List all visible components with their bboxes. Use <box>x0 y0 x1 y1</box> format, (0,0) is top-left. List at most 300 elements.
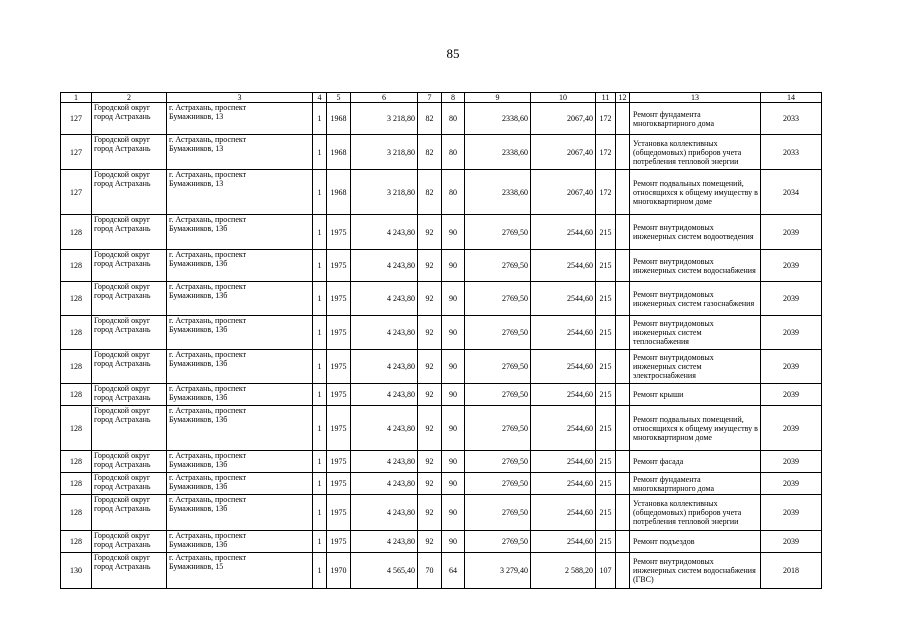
municipality-line: Городской округ <box>94 384 151 393</box>
year-built-cell: 1968 <box>327 170 351 215</box>
col10-cell: 2544,60 <box>531 215 596 250</box>
col12-cell <box>616 250 630 282</box>
address-cell <box>167 350 313 384</box>
col4-cell: 1 <box>313 170 327 215</box>
row-number: 130 <box>61 553 92 589</box>
col10-cell: 2544,60 <box>531 531 596 553</box>
work-type-cell: Ремонт фундамента многоквартирного дома <box>630 103 761 135</box>
col9-cell: 2769,50 <box>465 384 531 406</box>
address-cell <box>167 250 313 282</box>
col4-cell: 1 <box>313 531 327 553</box>
municipality-cell <box>92 531 167 553</box>
row-number: 127 <box>61 103 92 135</box>
col4-cell: 1 <box>313 215 327 250</box>
col10-cell: 2067,40 <box>531 103 596 135</box>
planned-year-cell: 2039 <box>761 215 822 250</box>
col4-cell: 1 <box>313 103 327 135</box>
total-area-cell: 4 243,80 <box>351 406 418 451</box>
municipality-line: город Астрахань <box>94 562 151 571</box>
municipality-cell <box>92 316 167 350</box>
col8-cell: 90 <box>442 495 465 531</box>
row-number: 128 <box>61 384 92 406</box>
municipality-line: город Астрахань <box>94 482 151 491</box>
col12-cell <box>616 170 630 215</box>
address-cell <box>167 531 313 553</box>
address-line: г. Астрахань, проспект <box>169 473 247 482</box>
work-type-cell: Ремонт внутридомовых инженерных систем водоснабжения (ГВС) <box>630 553 761 589</box>
address-line: Бумажников, 13б <box>169 460 228 469</box>
col8-cell: 80 <box>442 135 465 170</box>
residents-cell: 215 <box>596 384 616 406</box>
municipality-cell <box>92 495 167 531</box>
year-built-cell: 1975 <box>327 495 351 531</box>
work-type-cell: Ремонт внутридомовых инженерных систем водоотведения <box>630 215 761 250</box>
municipality-line: город Астрахань <box>94 415 151 424</box>
municipality-line: Городской округ <box>94 282 151 291</box>
col9-cell: 2769,50 <box>465 350 531 384</box>
address-line: г. Астрахань, проспект <box>169 282 247 291</box>
planned-year-cell: 2039 <box>761 531 822 553</box>
residents-cell: 215 <box>596 350 616 384</box>
year-built-cell: 1975 <box>327 531 351 553</box>
total-area-cell: 4 243,80 <box>351 350 418 384</box>
col9-cell: 2338,60 <box>465 103 531 135</box>
address-line: Бумажников, 13б <box>169 325 228 334</box>
col8-cell: 90 <box>442 250 465 282</box>
col7-cell: 70 <box>418 553 442 589</box>
col8-cell: 90 <box>442 406 465 451</box>
table-row <box>61 103 822 135</box>
col12-cell <box>616 215 630 250</box>
planned-year-cell: 2034 <box>761 170 822 215</box>
municipality-line: город Астрахань <box>94 144 151 153</box>
row-number: 128 <box>61 350 92 384</box>
municipality-line: город Астрахань <box>94 259 151 268</box>
col9-cell: 2769,50 <box>465 282 531 316</box>
address-line: Бумажников, 13б <box>169 291 228 300</box>
col9-cell: 2769,50 <box>465 495 531 531</box>
address-line: г. Астрахань, проспект <box>169 135 247 144</box>
municipality-line: город Астрахань <box>94 504 151 513</box>
address-line: г. Астрахань, проспект <box>169 495 247 504</box>
address-cell <box>167 495 313 531</box>
municipality-cell <box>92 170 167 215</box>
col7-cell: 92 <box>418 473 442 495</box>
residents-cell: 215 <box>596 215 616 250</box>
column-number: 2 <box>92 93 167 103</box>
work-type-cell: Ремонт внутридомовых инженерных систем водоснабжения <box>630 250 761 282</box>
row-number: 128 <box>61 473 92 495</box>
address-cell <box>167 451 313 473</box>
table-row <box>61 135 822 170</box>
col10-cell: 2544,60 <box>531 495 596 531</box>
col10-cell: 2544,60 <box>531 250 596 282</box>
year-built-cell: 1975 <box>327 451 351 473</box>
municipality-line: Городской округ <box>94 170 151 179</box>
col7-cell: 92 <box>418 215 442 250</box>
col8-cell: 80 <box>442 170 465 215</box>
table-row <box>61 473 822 495</box>
address-cell <box>167 553 313 589</box>
planned-year-cell: 2039 <box>761 451 822 473</box>
work-type-cell: Ремонт фундамента многоквартирного дома <box>630 473 761 495</box>
col10-cell: 2544,60 <box>531 406 596 451</box>
address-cell <box>167 135 313 170</box>
col7-cell: 82 <box>418 103 442 135</box>
col8-cell: 90 <box>442 451 465 473</box>
column-number: 7 <box>418 93 442 103</box>
municipality-cell <box>92 406 167 451</box>
total-area-cell: 3 218,80 <box>351 103 418 135</box>
col8-cell: 90 <box>442 350 465 384</box>
address-cell <box>167 170 313 215</box>
municipality-cell <box>92 250 167 282</box>
municipality-line: город Астрахань <box>94 179 151 188</box>
total-area-cell: 4 243,80 <box>351 384 418 406</box>
row-number: 127 <box>61 170 92 215</box>
municipality-line: Городской округ <box>94 531 151 540</box>
municipality-cell <box>92 384 167 406</box>
table-body <box>61 93 822 589</box>
page-number: 85 <box>446 46 460 61</box>
col4-cell: 1 <box>313 250 327 282</box>
residents-cell: 215 <box>596 282 616 316</box>
planned-year-cell: 2039 <box>761 282 822 316</box>
residents-cell: 172 <box>596 170 616 215</box>
column-number: 4 <box>313 93 327 103</box>
table-row <box>61 495 822 531</box>
total-area-cell: 4 243,80 <box>351 316 418 350</box>
municipality-line: город Астрахань <box>94 393 151 402</box>
column-number: 6 <box>351 93 418 103</box>
residents-cell: 107 <box>596 553 616 589</box>
address-cell <box>167 215 313 250</box>
planned-year-cell: 2018 <box>761 553 822 589</box>
column-number: 12 <box>616 93 630 103</box>
residents-cell: 215 <box>596 316 616 350</box>
planned-year-cell: 2033 <box>761 135 822 170</box>
municipality-line: город Астрахань <box>94 359 151 368</box>
col12-cell <box>616 103 630 135</box>
address-line: Бумажников, 13 <box>169 179 224 188</box>
municipality-line: Городской округ <box>94 316 151 325</box>
work-type-cell: Ремонт фасада <box>630 451 761 473</box>
address-line: г. Астрахань, проспект <box>169 451 247 460</box>
col8-cell: 90 <box>442 473 465 495</box>
address-line: г. Астрахань, проспект <box>169 103 247 112</box>
address-line: Бумажников, 13б <box>169 393 228 402</box>
municipality-cell <box>92 350 167 384</box>
municipality-line: город Астрахань <box>94 112 151 121</box>
table-row <box>61 531 822 553</box>
col9-cell: 2769,50 <box>465 250 531 282</box>
table-row <box>61 384 822 406</box>
row-number: 128 <box>61 250 92 282</box>
municipality-line: Городской округ <box>94 406 151 415</box>
table-row <box>61 170 822 215</box>
col7-cell: 82 <box>418 170 442 215</box>
column-number: 13 <box>630 93 761 103</box>
column-number: 14 <box>761 93 822 103</box>
col8-cell: 90 <box>442 215 465 250</box>
address-line: Бумажников, 13 <box>169 112 224 121</box>
col8-cell: 80 <box>442 103 465 135</box>
municipality-line: Городской округ <box>94 473 151 482</box>
address-cell <box>167 473 313 495</box>
work-type-cell: Установка коллективных (общедомовых) приборов учета потребления тепловой энергии <box>630 135 761 170</box>
col10-cell: 2067,40 <box>531 170 596 215</box>
col12-cell <box>616 473 630 495</box>
work-type-cell: Установка коллективных (общедомовых) приборов учета потребления тепловой энергии <box>630 495 761 531</box>
table-row <box>61 250 822 282</box>
municipality-line: Городской округ <box>94 103 151 112</box>
col9-cell: 2769,50 <box>465 215 531 250</box>
residents-cell: 172 <box>596 103 616 135</box>
column-number: 9 <box>465 93 531 103</box>
column-number: 5 <box>327 93 351 103</box>
col12-cell <box>616 350 630 384</box>
address-cell <box>167 316 313 350</box>
municipality-cell <box>92 135 167 170</box>
municipality-line: город Астрахань <box>94 224 151 233</box>
col9-cell: 2338,60 <box>465 135 531 170</box>
col4-cell: 1 <box>313 495 327 531</box>
column-number: 3 <box>167 93 313 103</box>
col7-cell: 92 <box>418 531 442 553</box>
table-row <box>61 215 822 250</box>
table-row <box>61 451 822 473</box>
address-line: г. Астрахань, проспект <box>169 384 247 393</box>
col7-cell: 92 <box>418 350 442 384</box>
table-row <box>61 316 822 350</box>
total-area-cell: 4 243,80 <box>351 531 418 553</box>
col12-cell <box>616 553 630 589</box>
address-line: Бумажников, 13б <box>169 482 228 491</box>
row-number: 128 <box>61 282 92 316</box>
col4-cell: 1 <box>313 406 327 451</box>
address-line: г. Астрахань, проспект <box>169 250 247 259</box>
col8-cell: 90 <box>442 282 465 316</box>
year-built-cell: 1968 <box>327 135 351 170</box>
repair-schedule-table <box>60 92 822 589</box>
municipality-line: город Астрахань <box>94 460 151 469</box>
year-built-cell: 1975 <box>327 473 351 495</box>
year-built-cell: 1975 <box>327 406 351 451</box>
address-cell <box>167 406 313 451</box>
col10-cell: 2 588,20 <box>531 553 596 589</box>
total-area-cell: 3 218,80 <box>351 135 418 170</box>
address-line: Бумажников, 13б <box>169 224 228 233</box>
year-built-cell: 1975 <box>327 250 351 282</box>
col4-cell: 1 <box>313 135 327 170</box>
address-line: Бумажников, 13б <box>169 504 228 513</box>
row-number: 128 <box>61 451 92 473</box>
work-type-cell: Ремонт крыши <box>630 384 761 406</box>
planned-year-cell: 2039 <box>761 473 822 495</box>
municipality-line: Городской округ <box>94 250 151 259</box>
col4-cell: 1 <box>313 316 327 350</box>
address-line: г. Астрахань, проспект <box>169 531 247 540</box>
address-line: Бумажников, 13б <box>169 259 228 268</box>
total-area-cell: 4 565,40 <box>351 553 418 589</box>
col9-cell: 2769,50 <box>465 531 531 553</box>
col8-cell: 90 <box>442 531 465 553</box>
municipality-line: Городской округ <box>94 215 151 224</box>
planned-year-cell: 2033 <box>761 103 822 135</box>
municipality-cell <box>92 103 167 135</box>
work-type-cell: Ремонт подвальных помещений, относящихся к общему имуществу в многоквартирном доме <box>630 406 761 451</box>
col4-cell: 1 <box>313 473 327 495</box>
column-number: 11 <box>596 93 616 103</box>
col12-cell <box>616 451 630 473</box>
municipality-line: город Астрахань <box>94 325 151 334</box>
column-number: 10 <box>531 93 596 103</box>
col9-cell: 2769,50 <box>465 406 531 451</box>
total-area-cell: 4 243,80 <box>351 215 418 250</box>
col9-cell: 2769,50 <box>465 473 531 495</box>
col4-cell: 1 <box>313 282 327 316</box>
col4-cell: 1 <box>313 350 327 384</box>
address-line: Бумажников, 13б <box>169 415 228 424</box>
col9-cell: 2338,60 <box>465 170 531 215</box>
address-line: Бумажников, 15 <box>169 562 224 571</box>
address-line: г. Астрахань, проспект <box>169 170 247 179</box>
row-number: 128 <box>61 316 92 350</box>
total-area-cell: 4 243,80 <box>351 495 418 531</box>
col4-cell: 1 <box>313 384 327 406</box>
address-line: Бумажников, 13б <box>169 540 228 549</box>
work-type-cell: Ремонт внутридомовых инженерных систем газоснабжения <box>630 282 761 316</box>
col7-cell: 92 <box>418 406 442 451</box>
year-built-cell: 1968 <box>327 103 351 135</box>
col9-cell: 2769,50 <box>465 316 531 350</box>
address-cell <box>167 384 313 406</box>
col12-cell <box>616 406 630 451</box>
residents-cell: 215 <box>596 406 616 451</box>
address-line: г. Астрахань, проспект <box>169 553 247 562</box>
year-built-cell: 1975 <box>327 316 351 350</box>
municipality-line: Городской округ <box>94 135 151 144</box>
residents-cell: 215 <box>596 495 616 531</box>
row-number: 128 <box>61 215 92 250</box>
column-number: 1 <box>61 93 92 103</box>
col12-cell <box>616 316 630 350</box>
year-built-cell: 1975 <box>327 384 351 406</box>
planned-year-cell: 2039 <box>761 384 822 406</box>
table-row <box>61 350 822 384</box>
work-type-cell: Ремонт внутридомовых инженерных систем теплоснабжения <box>630 316 761 350</box>
planned-year-cell: 2039 <box>761 250 822 282</box>
municipality-line: город Астрахань <box>94 291 151 300</box>
table-row <box>61 282 822 316</box>
col4-cell: 1 <box>313 451 327 473</box>
address-line: г. Астрахань, проспект <box>169 350 247 359</box>
row-number: 128 <box>61 406 92 451</box>
column-number: 8 <box>442 93 465 103</box>
planned-year-cell: 2039 <box>761 406 822 451</box>
planned-year-cell: 2039 <box>761 495 822 531</box>
year-built-cell: 1970 <box>327 553 351 589</box>
municipality-cell <box>92 215 167 250</box>
municipality-cell <box>92 473 167 495</box>
municipality-line: город Астрахань <box>94 540 151 549</box>
address-cell <box>167 103 313 135</box>
col9-cell: 2769,50 <box>465 451 531 473</box>
residents-cell: 215 <box>596 451 616 473</box>
table-row <box>61 406 822 451</box>
address-line: г. Астрахань, проспект <box>169 406 247 415</box>
municipality-cell <box>92 282 167 316</box>
col9-cell: 3 279,40 <box>465 553 531 589</box>
col12-cell <box>616 384 630 406</box>
col10-cell: 2544,60 <box>531 316 596 350</box>
work-type-cell: Ремонт подъездов <box>630 531 761 553</box>
address-line: Бумажников, 13 <box>169 144 224 153</box>
year-built-cell: 1975 <box>327 350 351 384</box>
col4-cell: 1 <box>313 553 327 589</box>
total-area-cell: 4 243,80 <box>351 473 418 495</box>
col10-cell: 2544,60 <box>531 350 596 384</box>
municipality-cell <box>92 553 167 589</box>
residents-cell: 215 <box>596 250 616 282</box>
col8-cell: 64 <box>442 553 465 589</box>
col10-cell: 2544,60 <box>531 473 596 495</box>
col12-cell <box>616 135 630 170</box>
col7-cell: 92 <box>418 495 442 531</box>
residents-cell: 215 <box>596 531 616 553</box>
total-area-cell: 4 243,80 <box>351 451 418 473</box>
row-number: 128 <box>61 531 92 553</box>
residents-cell: 172 <box>596 135 616 170</box>
work-type-cell: Ремонт внутридомовых инженерных систем электроснабжения <box>630 350 761 384</box>
municipality-line: Городской округ <box>94 350 151 359</box>
col7-cell: 92 <box>418 282 442 316</box>
table-row <box>61 553 822 589</box>
col7-cell: 92 <box>418 316 442 350</box>
col10-cell: 2067,40 <box>531 135 596 170</box>
col10-cell: 2544,60 <box>531 451 596 473</box>
residents-cell: 215 <box>596 473 616 495</box>
col10-cell: 2544,60 <box>531 282 596 316</box>
col8-cell: 90 <box>442 384 465 406</box>
col12-cell <box>616 495 630 531</box>
municipality-line: Городской округ <box>94 553 151 562</box>
address-cell <box>167 282 313 316</box>
column-number-row <box>61 93 822 103</box>
work-type-cell: Ремонт подвальных помещений, относящихся к общему имуществу в многоквартирном доме <box>630 170 761 215</box>
col12-cell <box>616 531 630 553</box>
col7-cell: 82 <box>418 135 442 170</box>
row-number: 128 <box>61 495 92 531</box>
municipality-line: Городской округ <box>94 495 151 504</box>
total-area-cell: 4 243,80 <box>351 250 418 282</box>
col8-cell: 90 <box>442 316 465 350</box>
col7-cell: 92 <box>418 250 442 282</box>
municipality-line: Городской округ <box>94 451 151 460</box>
planned-year-cell: 2039 <box>761 350 822 384</box>
row-number: 127 <box>61 135 92 170</box>
total-area-cell: 3 218,80 <box>351 170 418 215</box>
planned-year-cell: 2039 <box>761 316 822 350</box>
municipality-cell <box>92 451 167 473</box>
col7-cell: 92 <box>418 384 442 406</box>
total-area-cell: 4 243,80 <box>351 282 418 316</box>
col12-cell <box>616 282 630 316</box>
col7-cell: 92 <box>418 451 442 473</box>
address-line: г. Астрахань, проспект <box>169 316 247 325</box>
year-built-cell: 1975 <box>327 215 351 250</box>
address-line: Бумажников, 13б <box>169 359 228 368</box>
